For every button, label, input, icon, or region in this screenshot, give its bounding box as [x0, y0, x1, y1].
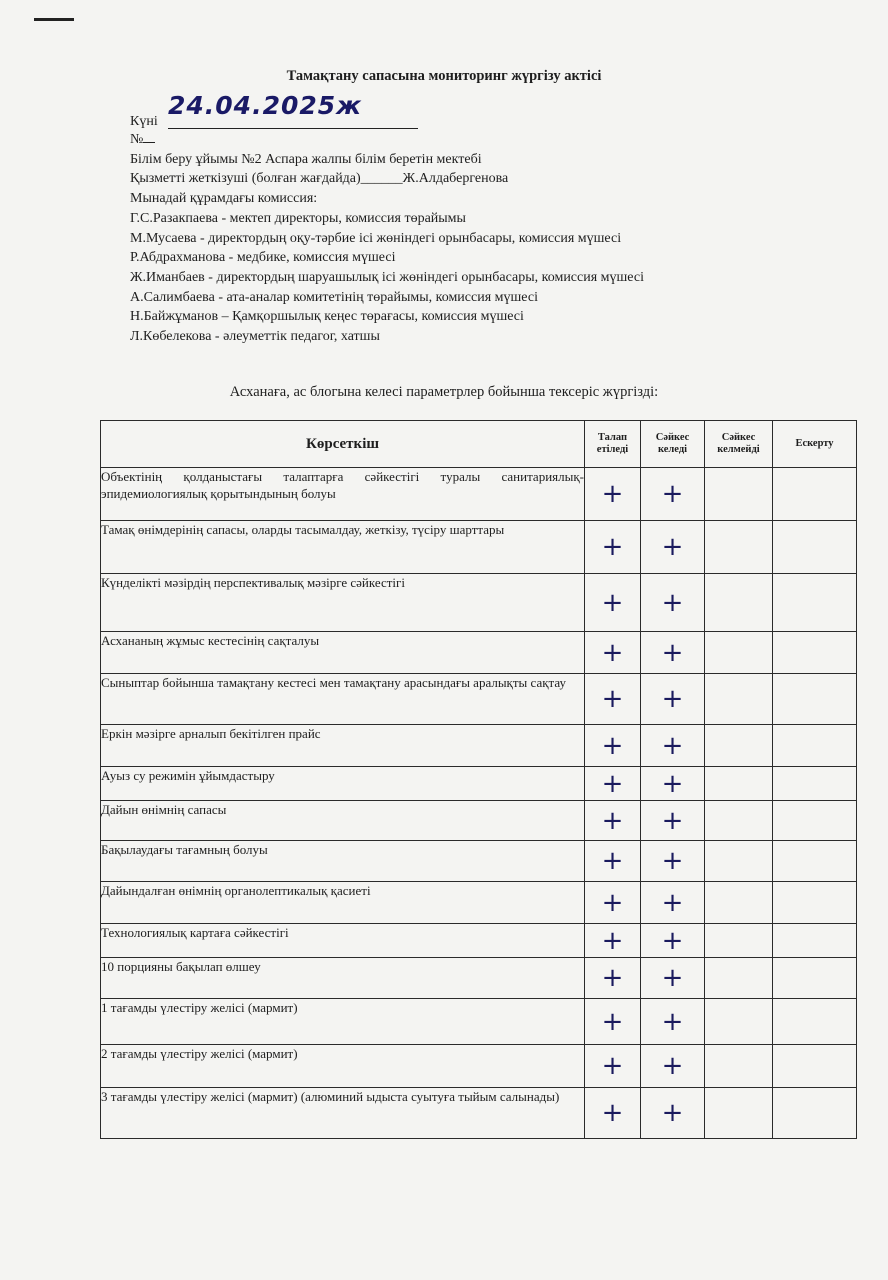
compliant-mark: +: [641, 632, 705, 674]
required-mark: +: [585, 958, 641, 999]
indicator-cell: Еркін мәзірге арналып бекітілген прайс: [101, 725, 585, 767]
required-mark: +: [585, 725, 641, 767]
note-cell: [773, 468, 857, 521]
indicator-cell: Тамақ өнімдерінің сапасы, оларды тасымалдау, жеткізу, түсіру шарттары: [101, 521, 585, 574]
noncompliant-cell: [705, 632, 773, 674]
table-row: [101, 767, 857, 801]
required-mark: +: [585, 521, 641, 574]
table-row: [101, 958, 857, 999]
intro-line-commission: Мынадай құрамдағы комиссия:: [130, 191, 318, 207]
note-cell: [773, 958, 857, 999]
compliant-mark: +: [641, 801, 705, 841]
noncompliant-cell: [705, 1088, 773, 1139]
required-mark: +: [585, 841, 641, 882]
required-mark: +: [585, 767, 641, 801]
header-note: Ескерту: [773, 421, 857, 468]
table-row: [101, 841, 857, 882]
header-compliant: Сәйкес келеді: [641, 421, 705, 468]
noncompliant-cell: [705, 574, 773, 632]
note-cell: [773, 999, 857, 1045]
inspection-table: [100, 420, 857, 1139]
note-cell: [773, 632, 857, 674]
compliant-mark: +: [641, 468, 705, 521]
noncompliant-cell: [705, 958, 773, 999]
date-row: [130, 91, 830, 130]
compliant-mark: +: [641, 725, 705, 767]
required-mark: +: [585, 632, 641, 674]
note-cell: [773, 924, 857, 958]
header-indicator: Көрсеткіш: [101, 421, 585, 468]
compliant-mark: +: [641, 1045, 705, 1088]
noncompliant-cell: [705, 767, 773, 801]
note-cell: [773, 674, 857, 725]
number-blank: [143, 142, 155, 143]
table-row: [101, 1045, 857, 1088]
required-mark: +: [585, 468, 641, 521]
compliant-mark: +: [641, 574, 705, 632]
table-row: [101, 574, 857, 632]
commission-member: Р.Абдрахманова - медбике, комиссия мүшесі: [130, 250, 396, 266]
note-cell: [773, 1088, 857, 1139]
commission-member: Ж.Иманбаев - директордың шаруашылық ісі жөніндегі орынбасары, комиссия мүшесі: [130, 269, 644, 285]
date-underline: [168, 128, 418, 129]
indicator-cell: Күнделікті мәзірдің перспективалық мәзірге сәйкестігі: [101, 574, 585, 632]
header-required: Талап етіледі: [585, 421, 641, 468]
table-row: [101, 521, 857, 574]
table-row: [101, 801, 857, 841]
note-cell: [773, 801, 857, 841]
note-cell: [773, 767, 857, 801]
compliant-mark: +: [641, 924, 705, 958]
note-cell: [773, 521, 857, 574]
noncompliant-cell: [705, 841, 773, 882]
indicator-cell: Бақылаудағы тағамның болуы: [101, 841, 585, 882]
commission-member: М.Мусаева - директордың оқу-тәрбие ісі жөніндегі орынбасары, комиссия мүшесі: [130, 230, 622, 246]
indicator-cell: Ауыз су режимін ұйымдастыру: [101, 767, 585, 801]
indicator-cell: 2 тағамды үлестіру желісі (мармит): [101, 1045, 585, 1088]
document-title: Тамақтану сапасына мониторинг жүргізу актісі: [286, 68, 602, 84]
required-mark: +: [585, 574, 641, 632]
table-row: [101, 468, 857, 521]
required-mark: +: [585, 1045, 641, 1088]
note-cell: [773, 725, 857, 767]
noncompliant-cell: [705, 468, 773, 521]
required-mark: +: [585, 1088, 641, 1139]
commission-member: Н.Байжұманов – Қамқоршылық кеңес төрағасы, комиссия мүшесі: [130, 309, 524, 325]
required-mark: +: [585, 999, 641, 1045]
required-mark: +: [585, 801, 641, 841]
indicator-cell: Дайын өнімнің сапасы: [101, 801, 585, 841]
handwritten-date: 24.04.2025ж: [168, 91, 363, 120]
noncompliant-cell: [705, 521, 773, 574]
compliant-mark: +: [641, 958, 705, 999]
compliant-mark: +: [641, 1088, 705, 1139]
intro-line-org: Білім беру ұйымы №2 Аспара жалпы білім беретін мектебі: [130, 151, 482, 167]
intro-block: [130, 91, 830, 347]
table-row: [101, 1088, 857, 1139]
noncompliant-cell: [705, 999, 773, 1045]
indicator-cell: Технологиялық картаға сәйкестігі: [101, 924, 585, 958]
compliant-mark: +: [641, 882, 705, 924]
required-mark: +: [585, 924, 641, 958]
noncompliant-cell: [705, 674, 773, 725]
date-label: Күні: [130, 114, 158, 129]
indicator-cell: Объектінің қолданыстағы талаптарға сәйкестігі туралы санитариялық-эпидемиологиялық қорытындының болуы: [101, 468, 585, 521]
indicator-cell: Дайындалған өнімнің органолептикалық қасиеті: [101, 882, 585, 924]
note-cell: [773, 841, 857, 882]
header-noncompliant: Сәйкес келмейді: [705, 421, 773, 468]
table-row: [101, 924, 857, 958]
table-row: [101, 999, 857, 1045]
number-row: [130, 130, 830, 150]
indicator-cell: 1 тағамды үлестіру желісі (мармит): [101, 999, 585, 1045]
table-row: [101, 674, 857, 725]
table-row: [101, 882, 857, 924]
noncompliant-cell: [705, 882, 773, 924]
table-row: [101, 725, 857, 767]
indicator-cell: 10 порцияны бақылап өлшеу: [101, 958, 585, 999]
intro-line-supplier: Қызметті жеткізуші (болған жағдайда)______Ж.Алдабергенова: [130, 171, 509, 187]
compliant-mark: +: [641, 674, 705, 725]
noncompliant-cell: [705, 801, 773, 841]
compliant-mark: +: [641, 767, 705, 801]
page-corner-mark: [34, 18, 74, 21]
indicator-cell: 3 тағамды үлестіру желісі (мармит) (алюминий ыдыста суытуға тыйым салынады): [101, 1088, 585, 1139]
table-row: [101, 632, 857, 674]
noncompliant-cell: [705, 1045, 773, 1088]
section-heading: Асханаға, ас блогына келесі параметрлер бойынша тексеріс жүргізді:: [229, 384, 659, 400]
noncompliant-cell: [705, 924, 773, 958]
compliant-mark: +: [641, 521, 705, 574]
indicator-cell: Асхананың жұмыс кестесінің сақталуы: [101, 632, 585, 674]
required-mark: +: [585, 674, 641, 725]
noncompliant-cell: [705, 725, 773, 767]
compliant-mark: +: [641, 999, 705, 1045]
required-mark: +: [585, 882, 641, 924]
note-cell: [773, 574, 857, 632]
compliant-mark: +: [641, 841, 705, 882]
note-cell: [773, 1045, 857, 1088]
commission-secretary: Л.Көбелекова - әлеуметтік педагог, хатшы: [130, 329, 380, 345]
indicator-cell: Сыныптар бойынша тамақтану кестесі мен тамақтану арасындағы аралықты сақтау: [101, 674, 585, 725]
table-header-row: [101, 421, 857, 468]
number-label: №: [130, 132, 144, 147]
commission-member: Г.С.Разакпаева - мектеп директоры, комиссия төрайымы: [130, 210, 466, 226]
commission-member: А.Салимбаева - ата-аналар комитетінің төрайымы, комиссия мүшесі: [130, 289, 538, 305]
note-cell: [773, 882, 857, 924]
